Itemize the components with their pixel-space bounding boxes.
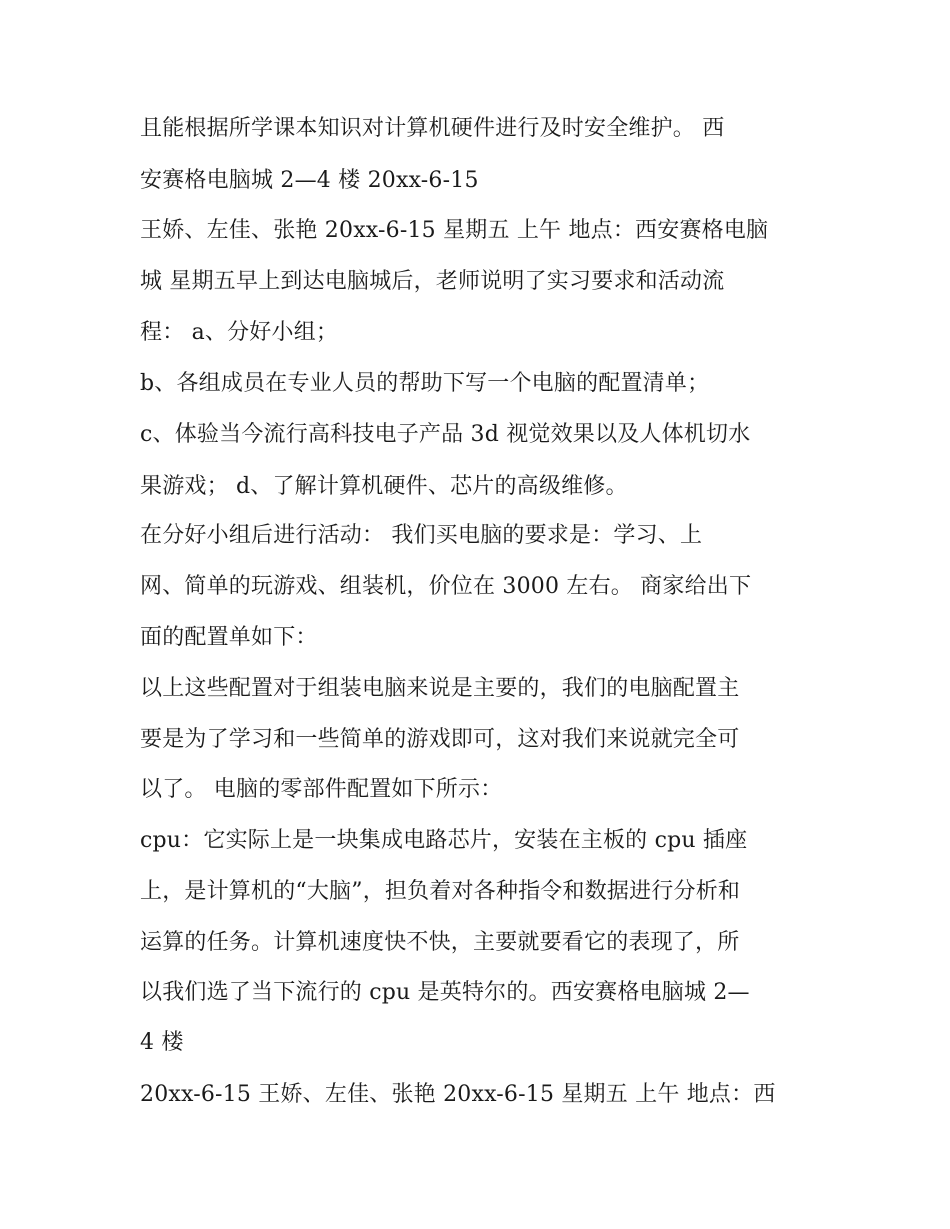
text-line: 程： a、分好小组；	[140, 320, 339, 345]
text-line: 且能根据所学课本知识对计算机硬件进行及时安全维护。 西	[140, 116, 725, 141]
text-line: 面的配置单如下：	[140, 625, 318, 650]
text-line: 4 楼	[140, 1030, 184, 1055]
text-line: 要是为了学习和一些简单的游戏即可，这对我们来说就完全可	[140, 727, 740, 752]
text-line: 王娇、左佳、张艳 20xx-6-15 星期五 上午 地点：西安赛格电脑	[140, 218, 769, 243]
text-line: b、各组成员在专业人员的帮助下写一个电脑的配置清单；	[140, 371, 710, 396]
text-line: 安赛格电脑城 2—4 楼 20xx-6-15	[140, 168, 479, 193]
text-line: 以上这些配置对于组装电脑来说是主要的，我们的电脑配置主	[140, 676, 740, 701]
text-line: 上，是计算机的“大脑”，担负着对各种指令和数据进行分析和	[140, 879, 741, 904]
text-line: 以了。 电脑的零部件配置如下所示：	[140, 777, 503, 802]
text-line: c、体验当今流行高科技电子产品 3d 视觉效果以及人体机切水	[140, 422, 751, 447]
text-line: 20xx-6-15 王娇、左佳、张艳 20xx-6-15 星期五 上午 地点：西	[140, 1082, 776, 1107]
text-line: 果游戏； d、了解计算机硬件、芯片的高级维修。	[140, 474, 628, 499]
text-line: 网、简单的玩游戏、组装机，价位在 3000 左右。 商家给出下	[140, 574, 752, 599]
text-line: 在分好小组后进行活动： 我们买电脑的要求是：学习、上	[140, 523, 703, 548]
text-line: 城 星期五早上到达电脑城后，老师说明了实习要求和活动流	[140, 269, 725, 294]
text-line: 运算的任务。计算机速度快不快，主要就要看它的表现了，所	[140, 930, 740, 955]
text-line: cpu：它实际上是一块集成电路芯片，安装在主板的 cpu 插座	[140, 828, 748, 853]
text-line: 以我们选了当下流行的 cpu 是英特尔的。西安赛格电脑城 2—	[140, 980, 750, 1005]
